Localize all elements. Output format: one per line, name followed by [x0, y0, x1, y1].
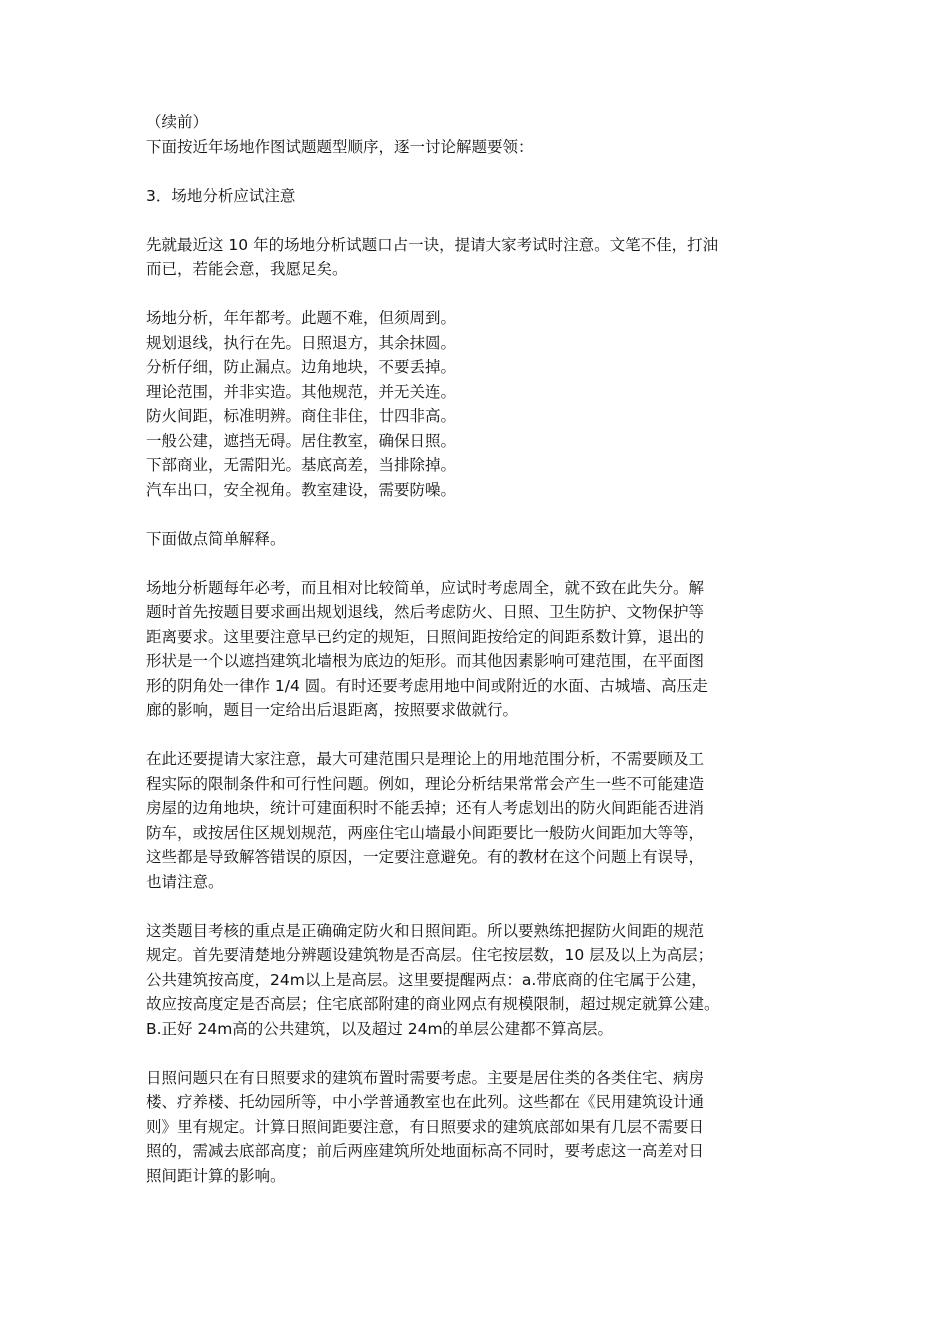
- verse-line: 一般公建，遮挡无碍。居住教室，确保日照。: [146, 431, 457, 450]
- paragraph-line: 距离要求。这里要注意早已约定的规矩，日照间距按给定的间距系数计算，退出的: [146, 627, 705, 646]
- paragraph-line: 照的，需减去底部高度；前后两座建筑所处地面标高不同时，要考虑这一高差对日: [146, 1142, 705, 1160]
- paragraph-line: 照间距计算的影响。: [146, 1166, 286, 1185]
- opening-line-1: 先就最近这 10 年的场地分析试题口占一诀，提请大家考试时注意。文笔不佳，打油: [146, 235, 719, 254]
- verse-line: 场地分析，年年都考。此题不难，但须周到。: [146, 309, 457, 327]
- paragraph-line: 这类题目考核的重点是正确确定防火和日照间距。所以要熟练把握防火间距的规范: [146, 921, 705, 940]
- intro-line: 下面按近年场地作图试题题型顺序，逐一讨论解题要领：: [146, 137, 534, 156]
- paragraph-line: 楼、疗养楼、托幼园所等，中小学普通教室也在此列。这些都在《民用建筑设计通: [146, 1093, 705, 1111]
- paragraph-line: 故应按高度定是否高层；住宅底部附建的商业网点有规模限制，超过规定就算公建。: [146, 995, 720, 1013]
- verse-line: 分析仔细，防止漏点。边角地块，不要丢掉。: [146, 358, 457, 376]
- document-page: [146, 110, 818, 1188]
- paragraph-line: 房屋的边角地块，统计可建面积时不能丢掉；还有人考虑划出的防火间距能否进消: [146, 799, 705, 817]
- paragraph-2: [146, 747, 818, 894]
- paragraph-line: 也请注意。: [146, 872, 224, 891]
- paragraph-line: 日照问题只在有日照要求的建筑布置时需要考虑。主要是居住类的各类住宅、病房: [146, 1068, 705, 1087]
- paragraph-line: 形状是一个以遮挡建筑北墙根为底边的矩形。而其他因素影响可建范围，在平面图: [146, 652, 705, 670]
- paragraph-line: 这些都是导致解答错误的原因，一定要注意避免。有的教材在这个问题上有误导，: [146, 848, 705, 866]
- verse-block: [146, 306, 818, 502]
- paragraph-line: 廊的影响，题目一定给出后退距离，按照要求做就行。: [146, 701, 519, 719]
- verse-line: 汽车出口，安全视角。教室建设，需要防噪。: [146, 480, 457, 499]
- paragraph-3: [146, 919, 818, 1042]
- paragraph-line: 场地分析题每年必考，而且相对比较简单，应试时考虑周全，就不致在此失分。解: [146, 578, 705, 597]
- paragraph-line: 程实际的限制条件和可行性问题。例如，理论分析结果常常会产生一些不可能建造: [146, 774, 705, 793]
- paragraph-line: 则》里有规定。计算日照间距要注意，有日照要求的建筑底部如果有几层不需要日: [146, 1117, 705, 1136]
- paragraph-line: 防车，或按居住区规划规范，两座住宅山墙最小间距要比一般防火间距加大等等，: [146, 823, 705, 842]
- paragraph-4: [146, 1066, 818, 1189]
- section-title: 3．场地分析应试注意: [146, 186, 296, 205]
- paragraph-line: 规定。首先要清楚地分辨题设建筑物是否高层。住宅按层数，10 层及以上为高层；: [146, 946, 714, 964]
- paragraph-1: [146, 576, 818, 723]
- verse-line: 下部商业，无需阳光。基底高差，当排除掉。: [146, 456, 457, 474]
- paragraph-line: 形的阴角处一律作 1/4 圆。有时还要考虑用地中间或附近的水面、古城墙、高压走: [146, 676, 708, 695]
- paragraph-line: 题时首先按题目要求画出规划退线，然后考虑防火、日照、卫生防护、文物保护等: [146, 603, 705, 621]
- explain-intro: 下面做点简单解释。: [146, 529, 286, 548]
- continued-note: （续前）: [146, 113, 209, 131]
- verse-line: 理论范围，并非实造。其他规范，并无关连。: [146, 382, 457, 401]
- paragraph-line: 公共建筑按高度，24m以上是高层。这里要提醒两点：a.带底商的住宅属于公建，: [146, 970, 707, 989]
- verse-line: 防火间距，标准明辨。商住非住，廿四非高。: [146, 407, 457, 425]
- opening-line-2: 而已，若能会意，我愿足矣。: [146, 260, 348, 278]
- verse-line: 规划退线，执行在先。日照退方，其余抹圆。: [146, 333, 457, 352]
- paragraph-line: B.正好 24m高的公共建筑，以及超过 24m的单层公建都不算高层。: [146, 1019, 614, 1038]
- paragraph-line: 在此还要提请大家注意，最大可建范围只是理论上的用地范围分析，不需要顾及工: [146, 750, 705, 768]
